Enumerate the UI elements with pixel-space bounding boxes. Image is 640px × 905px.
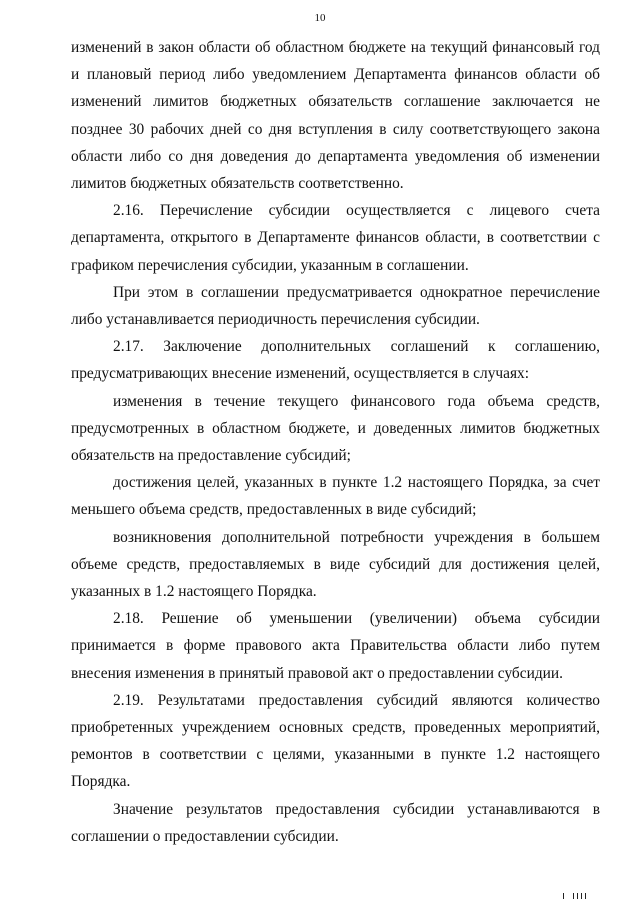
clause-number: 2.16.	[113, 202, 144, 220]
paragraph-continuation: изменений в закон области об областном бюджете на текущий финансовый год и плановый период либо уведомлением Департамента финансов области об изменений лимитов бюджетных обязательств соглашение заключается не позднее 30 рабочих дней со дня вступления в силу соответствующего закона области либо со дня доведения до департамента уведомления об изменении лимитов бюджетных обязательств соответственно.	[71, 39, 600, 193]
clause-text: Перечисление субсидии осуществляется с лицевого счета департамента, открытого в Департаменте финансов области, в соответствии с графиком перечисления субсидии, указанным в соглашении.	[71, 202, 600, 274]
document-body	[71, 34, 600, 850]
scan-barcode-mark	[563, 893, 591, 899]
list-item-case-2: достижения целей, указанных в пункте 1.2 настоящего Порядка, за счет меньшего объема средств, предоставленных в виде субсидий;	[71, 474, 600, 519]
clause-text: Решение об уменьшении (увеличении) объема субсидии принимается в форме правового акта Правительства области либо путем внесения изменения в принятый правовой акт о предоставлении субсидии.	[71, 610, 600, 682]
paragraph-2-16-note: При этом в соглашении предусматривается однократное перечисление либо устанавливается периодичность перечисления субсидии.	[71, 283, 600, 329]
page-number: 10	[314, 12, 326, 24]
clause-text: Результатами предоставления субсидий являются количество приобретенных учреждением основных средств, проведенных мероприятий, ремонтов в соответствии с целями, указанными в пункте 1.2 настоящего Порядка.	[71, 691, 600, 791]
clause-2-16	[71, 197, 600, 279]
list-item-case-1: изменения в течение текущего финансового года объема средств, предусмотренных в областном бюджете, и доведенных лимитов бюджетных обязательств на предоставление субсидий;	[71, 392, 600, 465]
paragraph-2-19-note: Значение результатов предоставления субсидии устанавливаются в соглашении о предоставлении субсидии.	[71, 800, 600, 845]
list-item-case-3: возникновения дополнительной потребности учреждения в большем объеме средств, предоставляемых в виде субсидий для достижения целей, указанных в 1.2 настоящего Порядка.	[71, 528, 600, 601]
clause-number: 2.18.	[113, 610, 144, 628]
clause-number: 2.19.	[113, 691, 144, 709]
clause-number: 2.17.	[113, 338, 144, 356]
clause-text: Заключение дополнительных соглашений к соглашению, предусматривающих внесение изменений, осуществляется в случаях:	[71, 338, 600, 383]
clause-2-17	[71, 333, 600, 387]
clause-2-18	[71, 605, 600, 687]
clause-2-19	[71, 687, 600, 796]
